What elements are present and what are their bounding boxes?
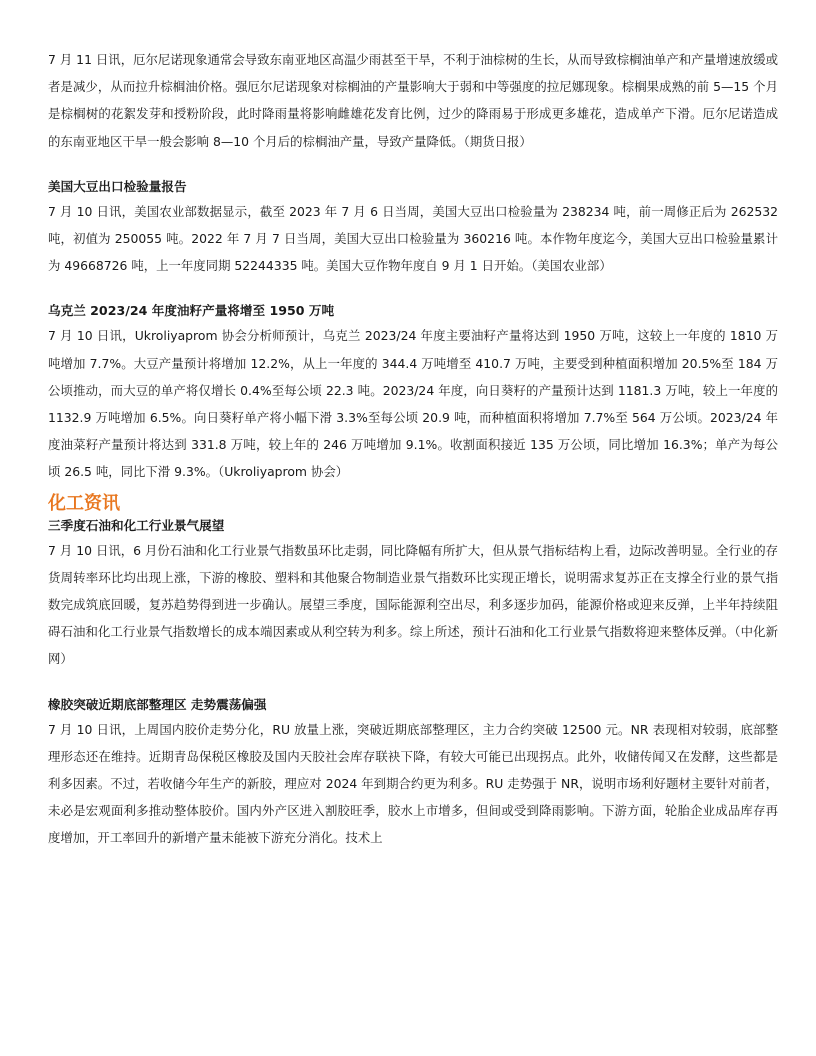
chemical-news-section-title: 化工资讯 — [48, 492, 120, 514]
petro-article — [48, 516, 778, 673]
soybean-article — [48, 177, 778, 280]
document-page — [48, 46, 778, 852]
ukraine-article — [48, 301, 778, 485]
petro-paragraph: 7 月 10 日讯，6 月份石油和化工行业景气指数虽环比走弱，同比降幅有所扩大，但从景气指标结构上看，边际改善明显。全行业的存货周转率环比均出现上涨，下游的橡胶、塑料和其他聚合物制造业景气指数环比实现正增长，说明需求复苏正在支撑全行业的景气指数完成筑底回暖，复苏趋势得到进一步确认。展望三季度，国际能源利空出尽，利多逐步加码，能源价格或迎来反弹，上半年持续阻碍石油和化工行业景气指数增长的成本端因素或从利空转为利多。综上所述，预计石油和化工行业景气指数将迎来整体反弹。（中化新网） — [48, 542, 778, 667]
rubber-heading: 橡胶突破近期底部整理区 走势震荡偏强 — [48, 696, 267, 712]
ukraine-heading: 乌克兰 2023/24 年度油籽产量将增至 1950 万吨 — [48, 303, 335, 319]
petro-heading: 三季度石油和化工行业景气展望 — [48, 517, 225, 533]
palm-oil-paragraph: 7 月 11 日讯，厄尔尼诺现象通常会导致东南亚地区高温少雨甚至干旱，不利于油棕树的生长，从而导致棕榈油单产和产量增速放缓或者是减少，从而拉升棕榈油价格。强厄尔尼诺现象对棕榈油的产量影响大于弱和中等强度的拉尼娜现象。棕榈果成熟的前 5—15 个月是棕榈树的花絮发芽和授粉阶段，此时降雨量将影响雌雄花发育比例，过少的降雨易于形成更多雄花，造成单产下滑。厄尔尼诺造成的东南亚地区干旱一般会影响 8—10 个月后的棕榈油产量，导致产量降低。（期货日报） — [48, 52, 778, 149]
soybean-paragraph: 7 月 10 日讯，美国农业部数据显示，截至 2023 年 7 月 6 日当周，美国大豆出口检验量为 238234 吨，前一周修正后为 262532 吨，初值为 250055 吨。2022 年 7 月 7 日当周，美国大豆出口检验量为 360216 吨。本作物年度迄今，美国大豆出口检验量累计为 49668726 吨，上一年度同期 52244335 吨。美国大豆作物年度自 9 月 1 日开始。（美国农业部） — [48, 203, 778, 274]
rubber-paragraph: 7 月 10 日讯，上周国内胶价走势分化，RU 放量上涨，突破近期底部整理区，主力合约突破 12500 元。NR 表现相对较弱，底部整理形态还在维持。近期青岛保税区橡胶及国内天胶社会库存联袂下降，有较大可能已出现拐点。此外，收储传闻又在发酵，这些都是利多因素。不过，若收储今年生产的新胶，理应对 2024 年到期合约更为利多。RU 走势强于 NR，说明市场利好题材主要针对前者，未必是宏观面利多推动整体胶价。国内外产区进入割胶旺季，胶水上市增多，但间或受到降雨影响。下游方面，轮胎企业成品库存再度增加，开工率回升的新增产量未能被下游充分消化。技术上 — [48, 721, 778, 846]
soybean-heading: 美国大豆出口检验量报告 — [48, 178, 187, 194]
ukraine-paragraph: 7 月 10 日讯，Ukroliyaprom 协会分析师预计，乌克兰 2023/24 年度主要油籽产量将达到 1950 万吨，这较上一年度的 1810 万吨增加 7.7%。大豆产量预计将增加 12.2%，从上一年度的 344.4 万吨增至 410.7 万吨，主要受到种植面积增加 20.5%至 184 万公顷推动，而大豆的单产将仅增长 0.4%至每公顷 22.3 吨。2023/24 年度，向日葵籽的产量预计达到 1181.3 万吨，较上一年度的 1132.9 万吨增加 6.5%。向日葵籽单产将小幅下滑 3.3%至每公顷 20.9 吨，而种植面积将增加 7.7%至 564 万公顷。2023/24 年度油菜籽产量预计将达到 331.8 万吨，较上年的 246 万吨增加 9.1%。收割面积接近 135 万公顷，同比增加 16.3%；单产为每公顷 26.5 吨，同比下滑 9.3%。（Ukroliyaprom 协会） — [48, 328, 778, 480]
rubber-article — [48, 695, 778, 852]
